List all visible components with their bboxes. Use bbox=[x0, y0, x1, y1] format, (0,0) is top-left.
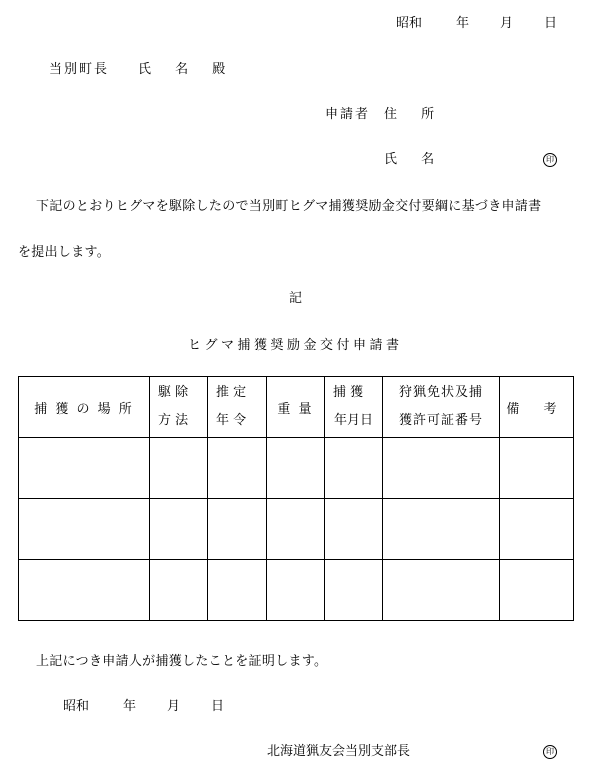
date-year: 年 bbox=[456, 16, 470, 31]
applicant-address: 住 所 bbox=[384, 107, 445, 122]
branch-chief: 北海道猟友会当別支部長 bbox=[267, 744, 411, 759]
seal-icon: 印 bbox=[543, 153, 557, 167]
body-text-line1: 下記のとおりヒグマを駆除したので当別町ヒグマ捕獲奨励金交付要綱に基づき申請書 bbox=[36, 199, 542, 214]
date-era: 昭和 bbox=[396, 16, 423, 31]
applicant-label: 申請者 bbox=[325, 107, 371, 122]
date2-era: 昭和 bbox=[63, 699, 90, 714]
table-cell bbox=[208, 438, 267, 499]
table-cell bbox=[150, 560, 208, 621]
form-title: ヒグマ捕獲奨励金交付申請書 bbox=[188, 338, 403, 353]
table-cell bbox=[383, 438, 500, 499]
table-cell bbox=[383, 560, 500, 621]
table-cell bbox=[208, 560, 267, 621]
seal-icon: 印 bbox=[543, 745, 557, 759]
bear-capture-table bbox=[18, 376, 574, 621]
addressee-mayor: 当別町長 bbox=[49, 62, 110, 77]
header-estimated-age: 推 定 年 令 bbox=[208, 377, 267, 438]
table-cell bbox=[500, 560, 574, 621]
table-cell bbox=[267, 560, 325, 621]
table-cell bbox=[500, 499, 574, 560]
table-cell bbox=[19, 499, 150, 560]
table-cell bbox=[19, 438, 150, 499]
date2-month: 月 bbox=[167, 699, 181, 714]
date-day: 日 bbox=[544, 16, 558, 31]
table-row bbox=[19, 560, 574, 621]
header-weight: 重 量 bbox=[267, 377, 325, 438]
certify-text: 上記につき申請人が捕獲したことを証明します。 bbox=[36, 654, 328, 669]
table-cell bbox=[150, 438, 208, 499]
date2-day: 日 bbox=[211, 699, 225, 714]
header-capture-date: 捕 獲 年月日 bbox=[325, 377, 383, 438]
table-row bbox=[19, 438, 574, 499]
applicant-name: 氏 名 bbox=[384, 152, 445, 167]
table-cell bbox=[325, 499, 383, 560]
table-cell bbox=[325, 438, 383, 499]
table-header-row bbox=[19, 377, 574, 438]
table-cell bbox=[325, 560, 383, 621]
table-row bbox=[19, 499, 574, 560]
table-cell bbox=[267, 499, 325, 560]
table-cell bbox=[208, 499, 267, 560]
date2-year: 年 bbox=[123, 699, 137, 714]
date-month: 月 bbox=[500, 16, 514, 31]
addressee-name: 氏 名 殿 bbox=[138, 62, 236, 77]
table-cell bbox=[19, 560, 150, 621]
table-cell bbox=[383, 499, 500, 560]
table-cell bbox=[267, 438, 325, 499]
body-text-line2: を提出します。 bbox=[18, 245, 111, 260]
header-remarks: 備 考 bbox=[500, 377, 574, 438]
ki-marker: 記 bbox=[289, 291, 303, 306]
table-cell bbox=[150, 499, 208, 560]
header-capture-location: 捕 獲 の 場 所 bbox=[19, 377, 150, 438]
table-cell bbox=[500, 438, 574, 499]
header-license-number: 狩猟免状及捕 獲許可証番号 bbox=[383, 377, 500, 438]
header-method: 駆 除 方 法 bbox=[150, 377, 208, 438]
